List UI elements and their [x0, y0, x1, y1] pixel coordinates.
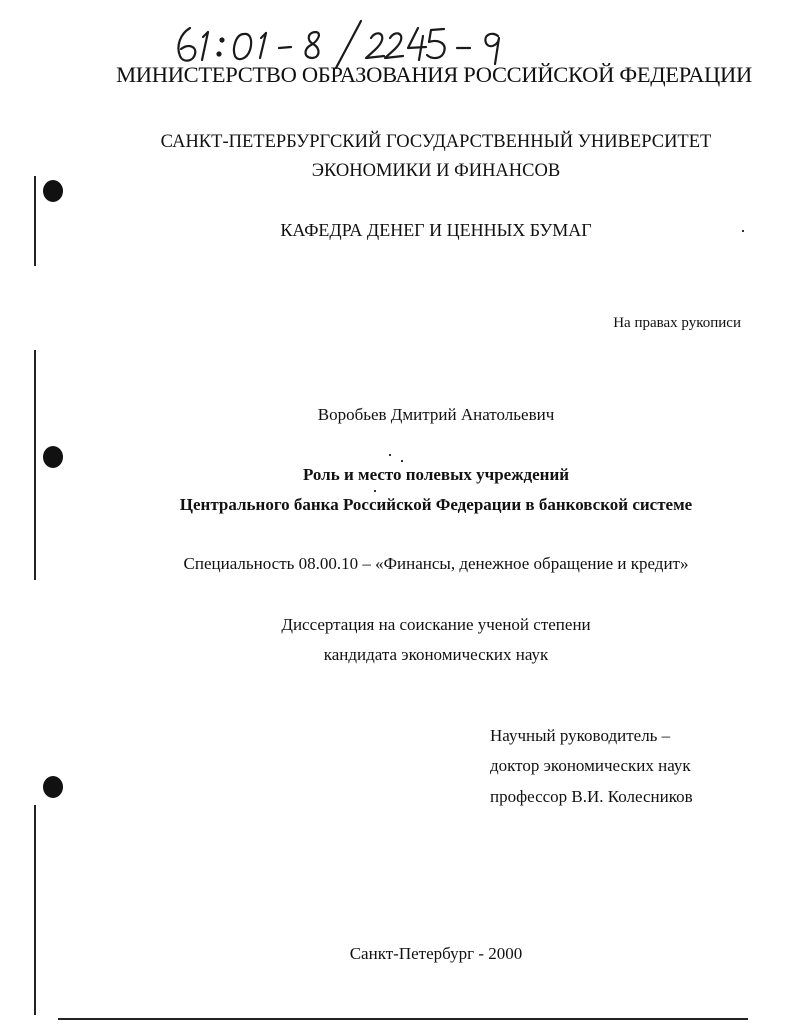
- scan-speck: [389, 454, 391, 456]
- university-name-line-1: САНКТ-ПЕТЕРБУРГСКИЙ ГОСУДАРСТВЕННЫЙ УНИВЕРСИТЕТ: [160, 132, 712, 152]
- ministry-heading: МИНИСТЕРСТВО ОБРАЗОВАНИЯ РОССИЙСКОЙ ФЕДЕРАЦИИ: [116, 62, 752, 87]
- degree-line-2: кандидата экономических наук: [323, 645, 549, 664]
- department-heading: КАФЕДРА ДЕНЕГ И ЦЕННЫХ БУМАГ: [280, 220, 592, 240]
- punch-hole-mark: [43, 446, 63, 468]
- author-name: Воробьев Дмитрий Анатольевич: [317, 405, 555, 424]
- degree-line-1: Диссертация на соискание ученой степени: [281, 615, 591, 634]
- advisor-line-3: профессор В.И. Колесников: [490, 787, 693, 806]
- specialty: Специальность 08.00.10 – «Финансы, денежное обращение и кредит»: [183, 554, 689, 573]
- scan-speck: [401, 460, 403, 462]
- scan-edge-mark: [34, 805, 36, 1015]
- bottom-scan-border: [58, 1018, 748, 1020]
- scan-edge-mark: [34, 176, 36, 266]
- university-name-line-2: ЭКОНОМИКИ И ФИНАНСОВ: [311, 161, 561, 181]
- scan-speck: [374, 490, 376, 492]
- advisor-line-1: Научный руководитель –: [490, 726, 671, 745]
- punch-hole-mark: [43, 180, 63, 202]
- city-year: Санкт-Петербург - 2000: [349, 944, 523, 963]
- advisor-line-2: доктор экономических наук: [490, 756, 691, 775]
- manuscript-note: На правах рукописи: [613, 315, 741, 331]
- scan-speck: [742, 230, 744, 232]
- scan-edge-mark: [34, 350, 36, 580]
- dissertation-title-line-2: Центрального банка Российской Федерации в банковской системе: [179, 495, 693, 514]
- dissertation-title-line-1: Роль и место полевых учреждений: [302, 465, 570, 484]
- punch-hole-mark: [43, 776, 63, 798]
